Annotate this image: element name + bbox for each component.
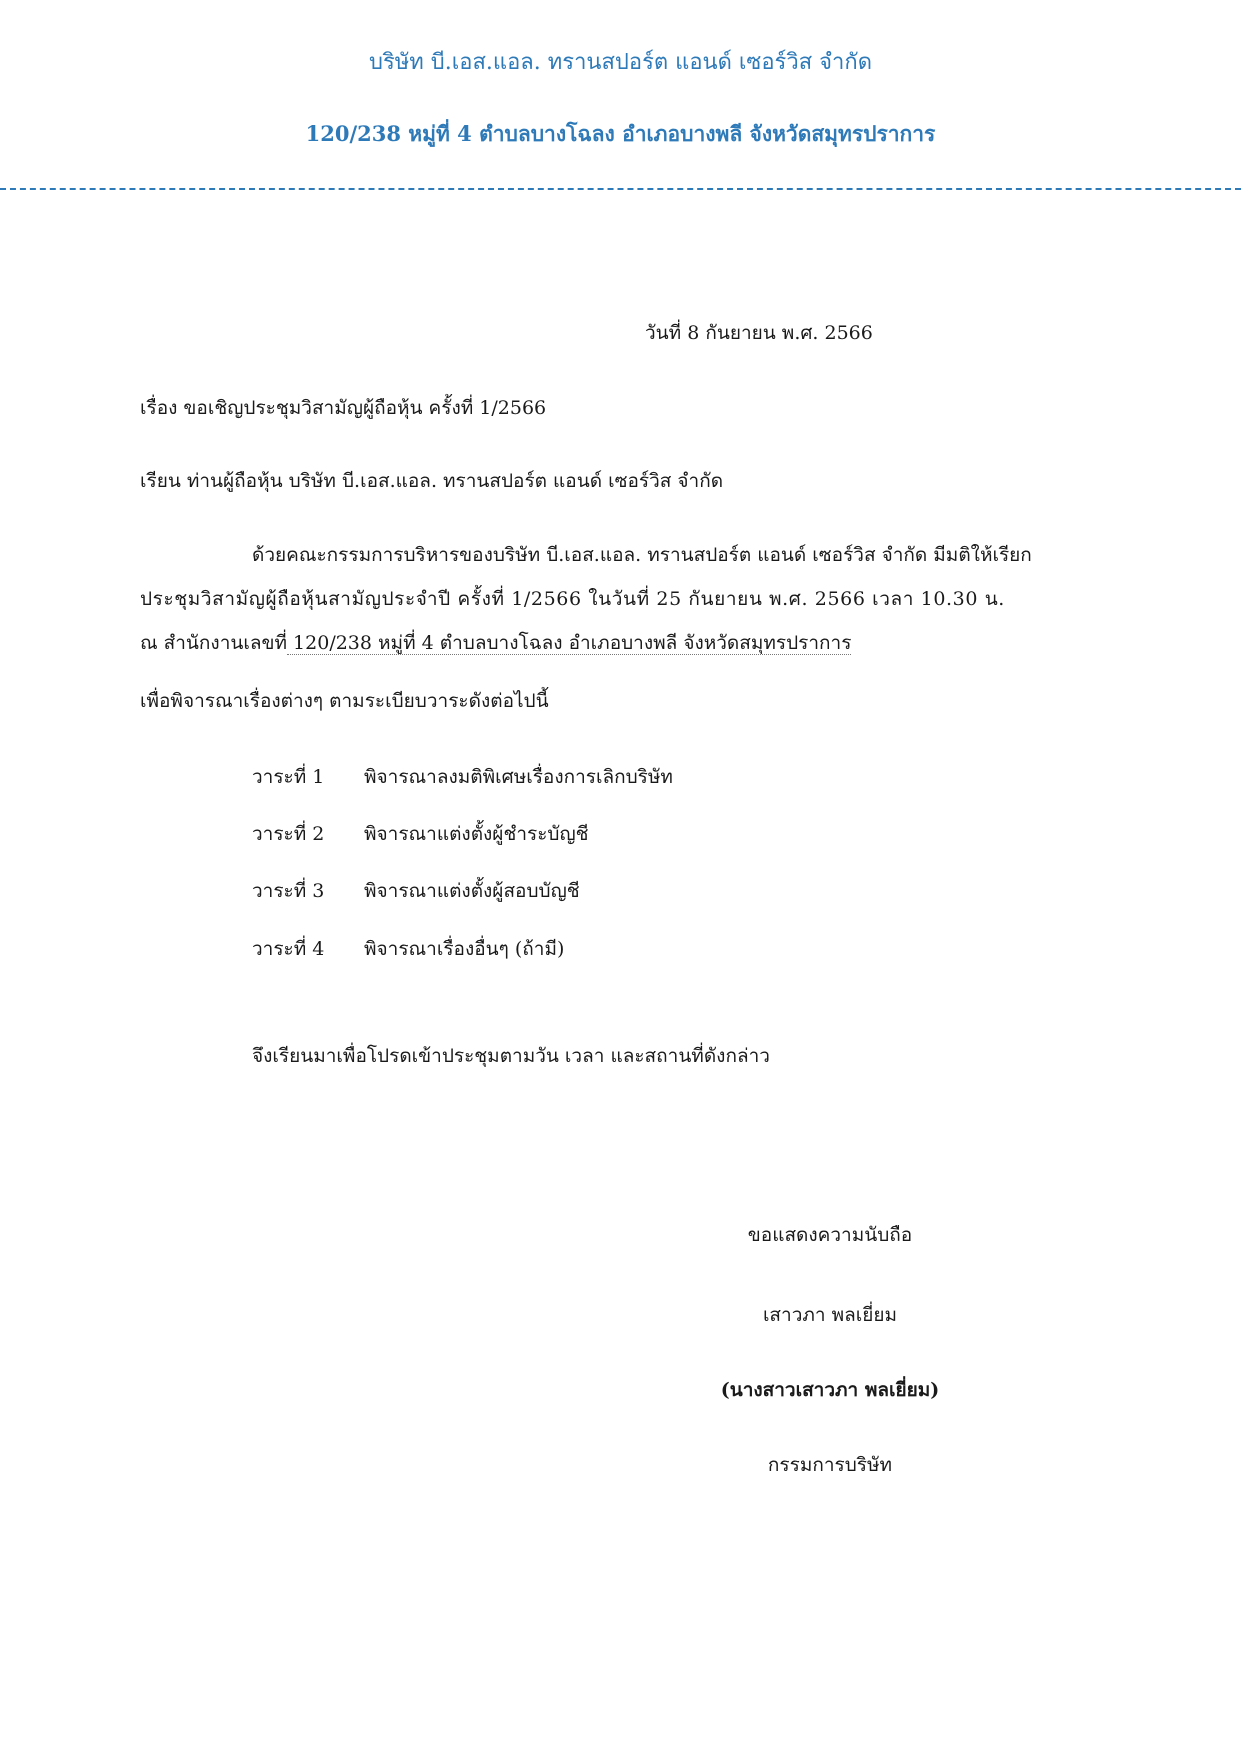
company-address: 120/238 หมู่ที่ 4 ตำบลบางโฉลง อำเภอบางพลี จังหวัดสมุทรปราการ xyxy=(305,121,936,146)
agenda-number: วาระที่ 2 xyxy=(252,823,325,845)
body-line-1: ด้วยคณะกรรมการบริหารของบริษัท บี.เอส.แอล. ทรานสปอร์ต แอนด์ เซอร์วิส จำกัด มีมติให้เรียก xyxy=(252,544,1032,566)
agenda-description: พิจารณาแต่งตั้งผู้สอบบัญชี xyxy=(364,880,580,902)
closing-line: จึงเรียนมาเพื่อโปรดเข้าประชุมตามวัน เวลา และสถานที่ดังกล่าว xyxy=(252,1045,770,1067)
letter-recipient: เรียน ท่านผู้ถือหุ้น บริษัท บี.เอส.แอล. ทรานสปอร์ต แอนด์ เซอร์วิส จำกัด xyxy=(140,470,724,492)
signature-regards: ขอแสดงความนับถือ xyxy=(747,1224,913,1246)
body-line-3 xyxy=(140,628,851,658)
meeting-venue: 120/238 หมู่ที่ 4 ตำบลบางโฉลง อำเภอบางพลี จังหวัดสมุทรปราการ xyxy=(287,632,852,654)
agenda-number: วาระที่ 3 xyxy=(252,880,325,902)
agenda-number: วาระที่ 1 xyxy=(252,766,325,788)
body-line-4: เพื่อพิจารณาเรื่องต่างๆ ตามระเบียบวาระดังต่อไปนี้ xyxy=(140,690,549,712)
signature-title: กรรมการบริษัท xyxy=(767,1454,893,1476)
agenda-description: พิจารณาลงมติพิเศษเรื่องการเลิกบริษัท xyxy=(364,766,673,788)
body-line-2: ประชุมวิสามัญผู้ถือหุ้นสามัญประจำปี ครั้งที่ 1/2566 ในวันที่ 25 กันยายน พ.ศ. 2566 เวลา 10.30 น. xyxy=(140,588,1005,610)
agenda-description: พิจารณาเรื่องอื่นๆ (ถ้ามี) xyxy=(364,938,565,960)
agenda-number: วาระที่ 4 xyxy=(252,938,325,960)
company-name: บริษัท บี.เอส.แอล. ทรานสปอร์ต แอนด์ เซอร์วิส จำกัด xyxy=(369,50,872,75)
header-divider xyxy=(0,188,1241,190)
signature-name: เสาวภา พลเยี่ยม xyxy=(762,1304,898,1326)
letter-date: วันที่ 8 กันยายน พ.ศ. 2566 xyxy=(645,322,873,344)
letter-subject: เรื่อง ขอเชิญประชุมวิสามัญผู้ถือหุ้น ครั้งที่ 1/2566 xyxy=(140,397,547,419)
agenda-description: พิจารณาแต่งตั้งผู้ชำระบัญชี xyxy=(364,823,589,845)
body-line-3-prefix: ณ สำนักงานเลขที่ xyxy=(140,632,288,654)
signature-full-name: (นางสาวเสาวภา พลเยี่ยม) xyxy=(720,1379,940,1401)
